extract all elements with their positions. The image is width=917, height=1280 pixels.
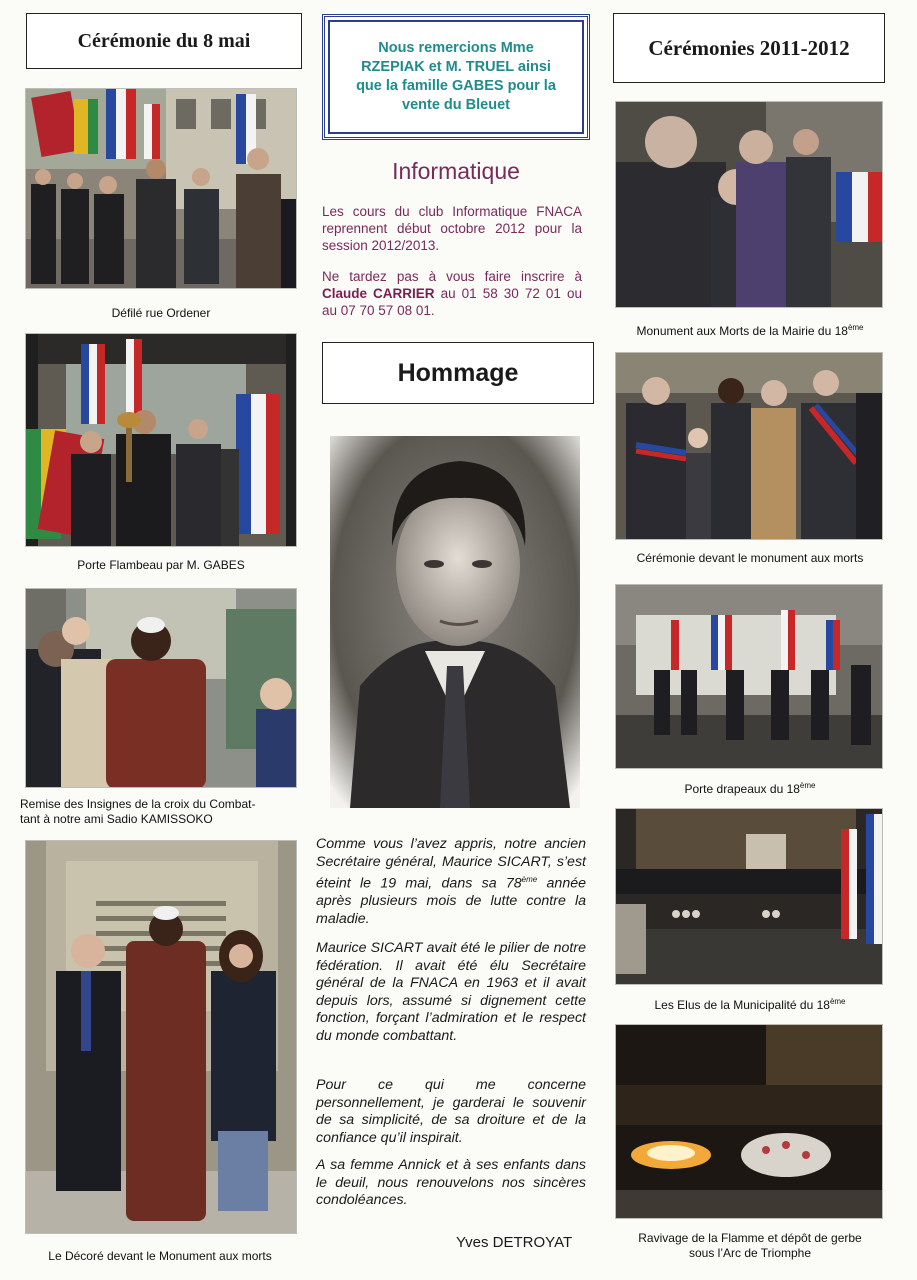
photo-eternal-flame <box>615 1024 883 1219</box>
caption-flag-bearers <box>605 778 895 797</box>
caption-monument-portrait: Le Décoré devant le Monument aux morts <box>48 1249 272 1263</box>
eternal-flame-image <box>616 1025 883 1219</box>
photo-flag-bearers <box>615 584 883 769</box>
cap4-sup: ème <box>829 997 846 1006</box>
left-column-title <box>26 13 302 69</box>
hommage-title-box <box>322 342 594 404</box>
cap4-text: Les Elus de la Municipalité du 18 <box>654 998 830 1012</box>
monument-portrait-image <box>26 841 297 1234</box>
photo-portrait-sicart <box>330 436 580 808</box>
torch-bearer-image <box>26 334 297 547</box>
caption-eternal-flame-line2: sous l’Arc de Triomphe <box>688 1246 812 1260</box>
parade-image <box>26 89 297 289</box>
photo-monument-portrait <box>25 840 297 1234</box>
caption-torch-bearer: Porte Flambeau par M. GABES <box>77 558 245 572</box>
flag-bearers-image <box>616 585 883 769</box>
photo-parade <box>25 88 297 289</box>
signature: Yves DETROYAT <box>456 1234 573 1251</box>
cap3-text: Porte drapeaux du 18 <box>684 782 800 796</box>
ceremony-monument-image <box>616 353 883 540</box>
p1-pre: Comme vous l’avez appris, notre ancien Secrétaire général, Maurice SICART, s’est éteint le 19 mai, dans sa 78 <box>316 836 586 892</box>
caption-insignia-line2: tant à notre ami Sadio KAMISSOKO <box>20 812 213 826</box>
p1-sup: ème <box>521 875 538 884</box>
thanks-text: Nous remercions Mme RZEPIAK et M. TRUEL ainsi que la famille GABES pour la vente du Bleuet <box>356 40 556 113</box>
info-paragraph-2 <box>322 268 582 319</box>
contact-name: Claude CARRIER <box>322 286 435 301</box>
caption-municipal-officials <box>605 994 895 1013</box>
caption-ceremony-monument: Cérémonie devant le monument aux morts <box>636 551 864 565</box>
info-title: Informatique <box>392 158 520 184</box>
caption-eternal-flame-line1: Ravivage de la Flamme et dépôt de gerbe <box>638 1231 862 1245</box>
cap1-sup: ème <box>847 323 864 332</box>
info-paragraph-1: Les cours du club Informatique FNACA reprennent début octobre 2012 pour la session 2012/2013. <box>322 204 582 253</box>
photo-ceremony-monument <box>615 352 883 540</box>
municipal-officials-image <box>616 809 883 985</box>
article-paragraph-2: Maurice SICART avait été le pilier de notre fédération. Il avait été élu Secrétaire général de la FNACA en 1963 et il avait depuis lors, assumé si dignement cette fonction, forçant l’admiration et le respect du monde combattant. <box>316 940 586 1044</box>
article-paragraph-4: A sa femme Annick et à ses enfants dans le deuil, nous renouvelons nos sincères condoléances. <box>316 1157 586 1208</box>
portrait-sicart-image <box>330 436 580 808</box>
mairie-monument-image <box>616 102 883 308</box>
info-p2-post: au 01 58 30 72 01 ou au 07 70 57 08 01. <box>322 286 582 318</box>
right-title-text: Cérémonies 2011-2012 <box>648 35 850 60</box>
photo-insignia <box>25 588 297 788</box>
article-paragraph-3: Pour ce qui me concerne personnellement, je garderai le souvenir de sa simplicité, de sa droiture et de la confiance qu’il inspirait. <box>316 1077 586 1146</box>
caption-parade: Défilé rue Ordener <box>111 306 211 320</box>
thanks-box <box>322 14 590 140</box>
cap1-text: Monument aux Morts de la Mairie du 18 <box>636 324 848 338</box>
cap3-sup: ème <box>799 781 816 790</box>
photo-torch-bearer <box>25 333 297 547</box>
hommage-title: Hommage <box>397 358 519 387</box>
info-p2-pre: Ne tardez pas à vous faire inscrire à <box>322 269 582 284</box>
photo-mairie-monument <box>615 101 883 308</box>
p1-post: année après plusieurs mois de lutte contre la maladie. <box>316 875 586 927</box>
photo-municipal-officials <box>615 808 883 985</box>
left-title-text: Cérémonie du 8 mai <box>77 29 251 52</box>
caption-mairie-monument <box>605 320 895 339</box>
article-paragraph-1 <box>316 836 586 928</box>
caption-insignia-line1: Remise des Insignes de la croix du Combat- <box>20 797 256 811</box>
right-column-title <box>613 13 885 83</box>
insignia-image <box>26 589 297 788</box>
